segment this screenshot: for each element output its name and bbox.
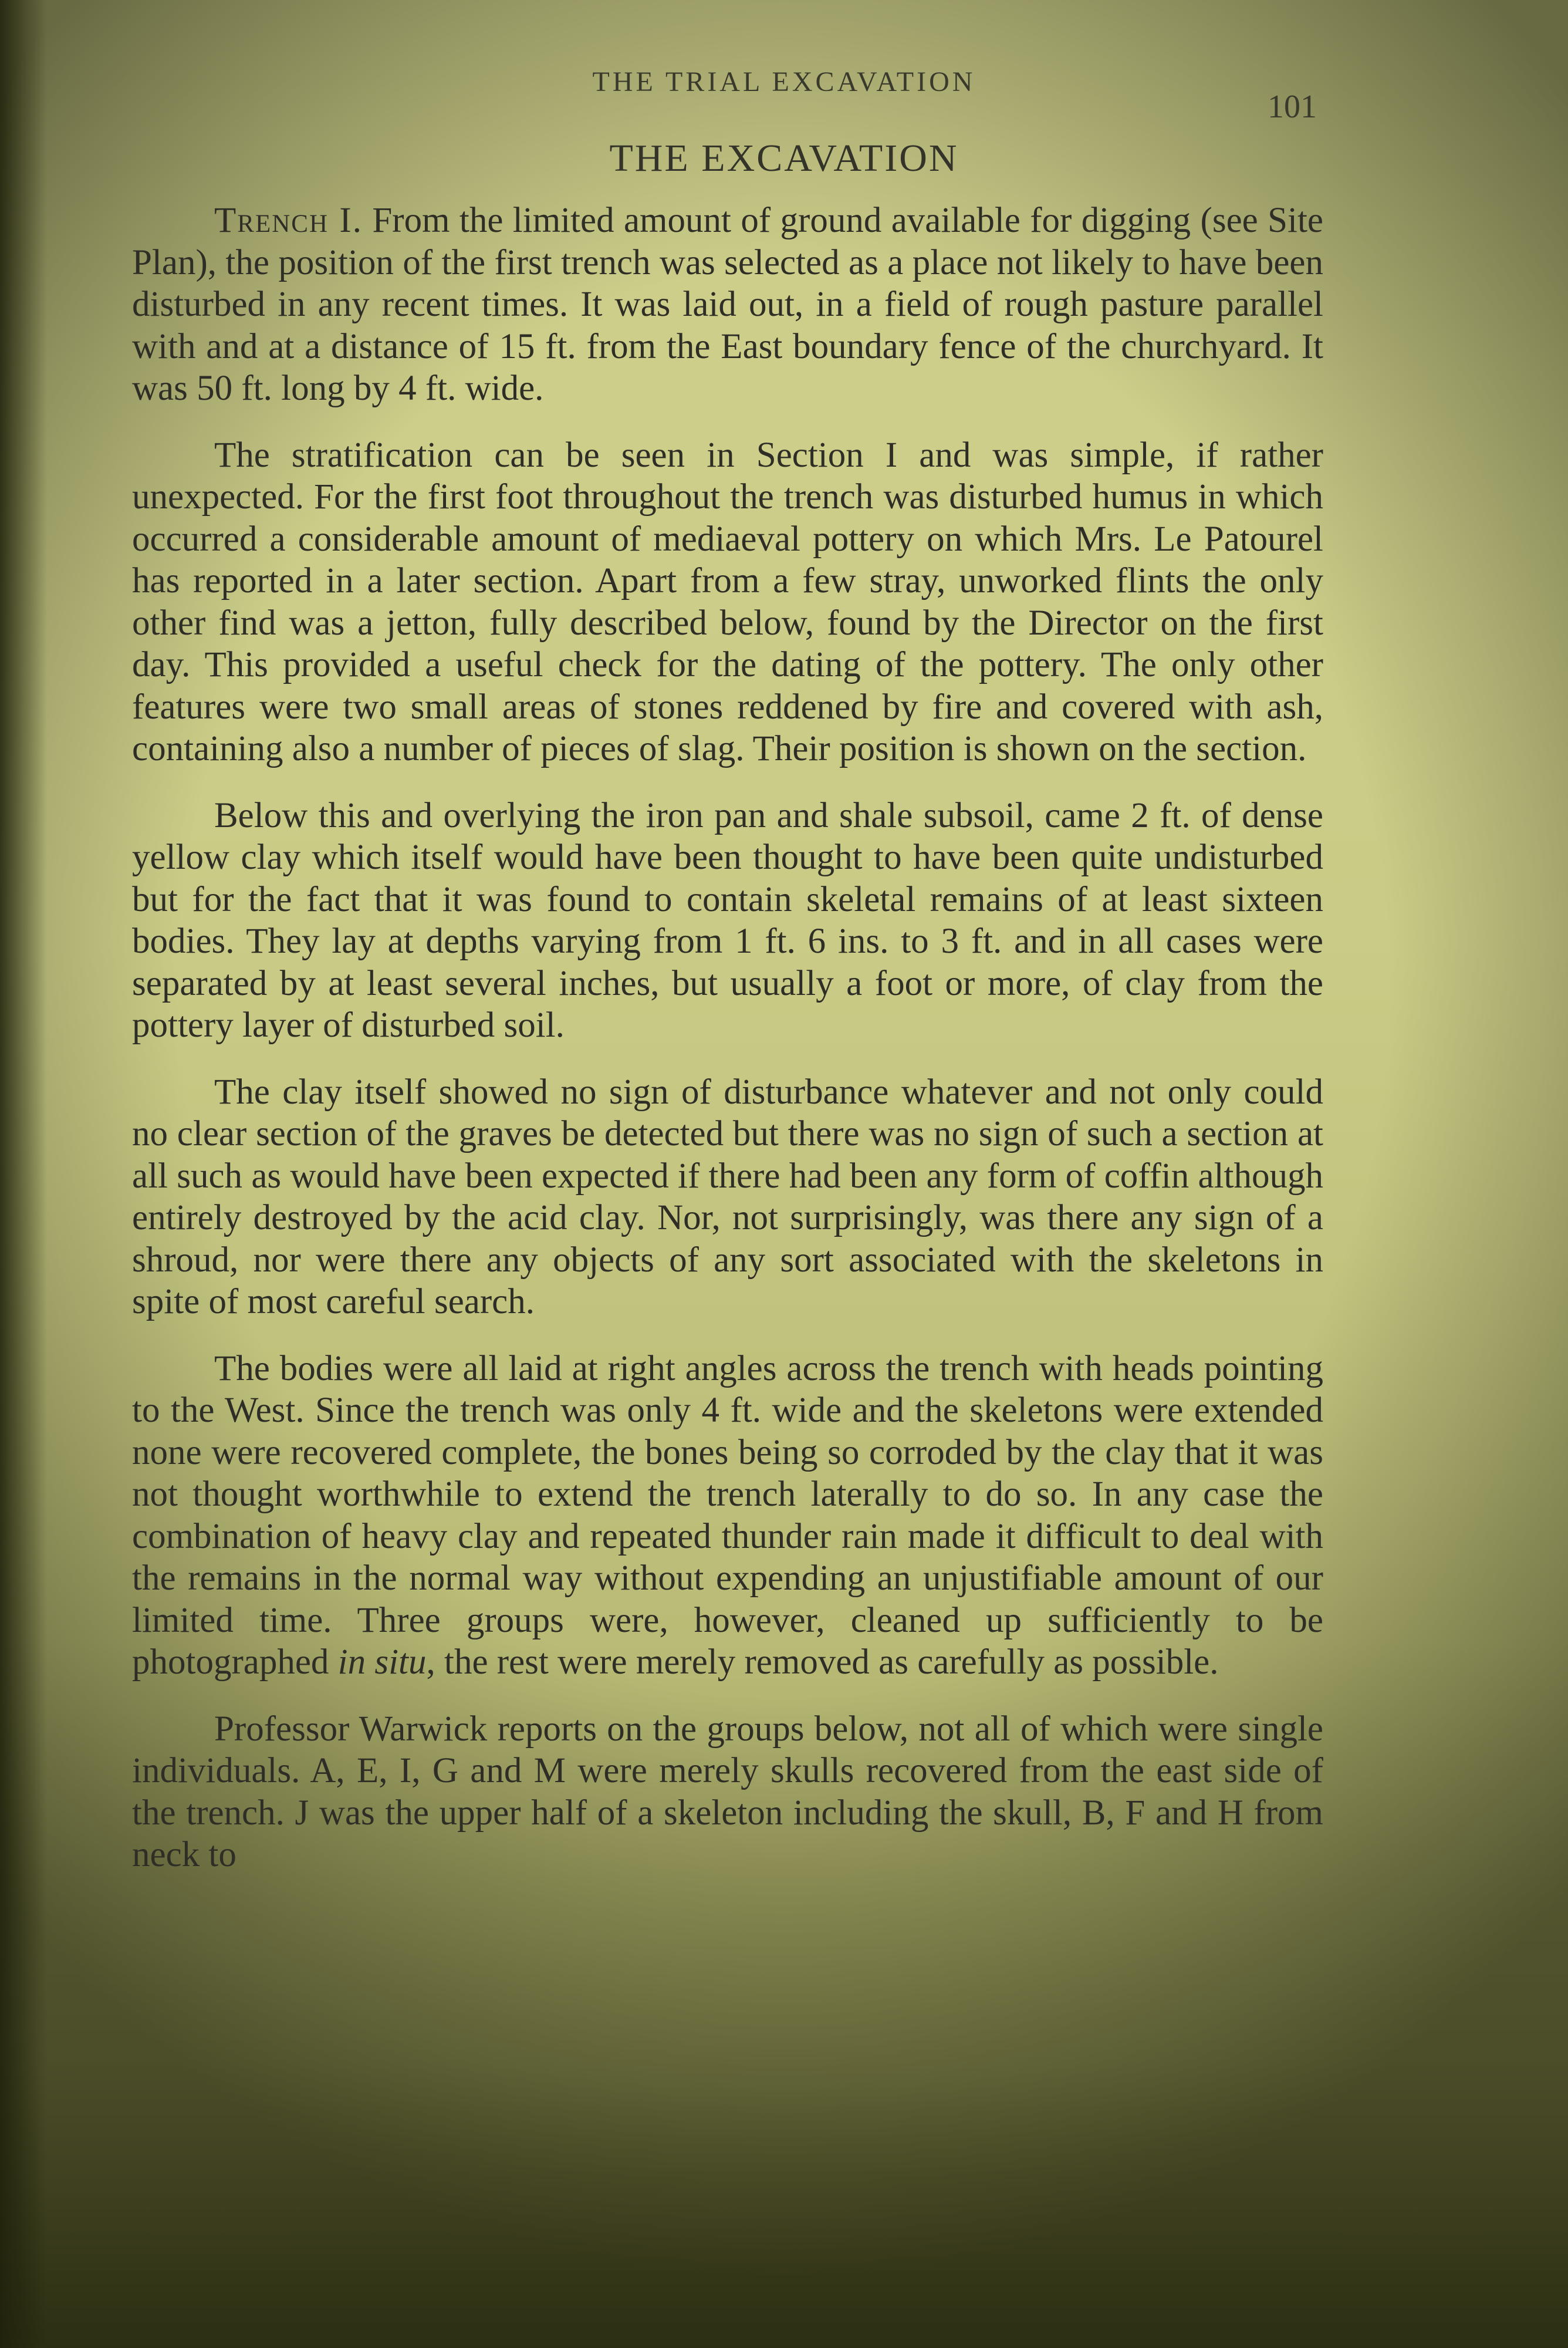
paragraph-1-text: From the limited amount of ground available for digging (see Site Plan), the position of the first trench was selected as a place not likely to have been disturbed in any recent times. It was laid out, in a field of rough pasture parallel with and at a distance of 15 ft. from the East boundary fence of the churchyard. It was 50 ft. long by 4 ft. wide.: [132, 201, 1323, 408]
body-text: [132, 200, 1323, 1901]
binding-shadow: [0, 0, 47, 2348]
paragraph-4: The clay itself showed no sign of disturbance whatever and not only could no clear section of the graves be detected but there was no sign of such a section at all such as would have been expected if there had been any form of coffin although entirely destroyed by the acid clay. Nor, not surprisingly, was there any sign of a shroud, nor were there any objects of any sort associated with the skeletons in spite of most careful search.: [132, 1072, 1323, 1321]
paragraph-6: Professor Warwick reports on the groups below, not all of which were single individuals. A, E, I, G and M were merely skulls recovered from the east side of the trench. J was the upper half of a skeleton including the skull, B, F and H from neck to: [132, 1709, 1323, 1874]
section-title: THE EXCAVATION: [609, 137, 959, 180]
trench-heading: Trench I.: [214, 201, 363, 240]
page-number: 101: [1268, 89, 1317, 125]
paragraph-5: [132, 1348, 1323, 1684]
paragraph-3: Below this and overlying the iron pan and shale subsoil, came 2 ft. of dense yellow clay which itself would have been thought to have been quite undisturbed but for the fact that it was found to contain skeletal remains of at least sixteen bodies. They lay at depths varying from 1 ft. 6 ins. to 3 ft. and in all cases were separated by at least several inches, but usually a foot or more, of clay from the pottery layer of disturbed soil.: [132, 795, 1323, 1045]
running-head: THE TRIAL EXCAVATION: [592, 66, 976, 97]
paragraph-5-text-b: , the rest were merely removed as carefully as possible.: [426, 1642, 1219, 1682]
paragraph-2: The stratification can be seen in Section I and was simple, if rather unexpected. For the first foot throughout the trench was disturbed humus in which occurred a considerable amount of mediaeval pottery on which Mrs. Le Patourel has reported in a later section. Apart from a few stray, unworked flints the only other find was a jetton, fully described below, found by the Director on the first day. This provided a useful check for the dating of the pottery. The only other features were two small areas of stones reddened by fire and covered with ash, containing also a number of pieces of slag. Their position is shown on the section.: [132, 435, 1323, 768]
paragraph-1: [132, 200, 1323, 410]
in-situ-italic: in situ: [337, 1642, 427, 1682]
paragraph-5-text-a: The bodies were all laid at right angles across the trench with heads pointing to the West. Since the trench was only 4 ft. wide and the skeletons were extended none were recovered complete, the bones being so corroded by the clay that it was not thought worthwhile to extend the trench laterally to do so. In any case the combination of heavy clay and repeated thunder rain made it difficult to deal with the remains in the normal way without expending an unjustifiable amount of our limited time. Three groups were, however, cleaned up sufficiently to be photographed: [132, 1348, 1323, 1682]
